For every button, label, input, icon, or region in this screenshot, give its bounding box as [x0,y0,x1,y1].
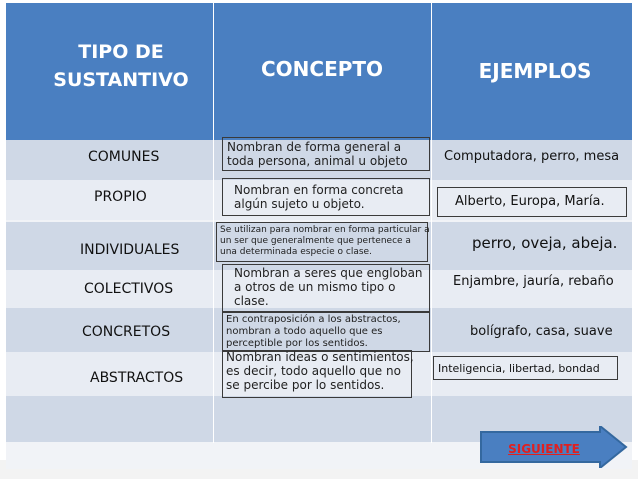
header-ejemplos: EJEMPLOS [478,59,592,83]
row-examples-propio: Alberto, Europa, María. [455,194,605,209]
row-concept-abstractos: Nombran ideas o sentimientos, es decir, todo aquello que no se percibe por lo sentidos. [226,350,414,392]
row-type-concretos: CONCRETOS [82,324,171,340]
row-type-propio: PROPIO [94,189,147,205]
row-concept-comunes: Nombran de forma general a toda persona, animal u objeto [227,140,408,168]
row-concept-individuales: Se utilizan para nombrar en forma particular a un ser que generalmente que pertenece a una determinada especie o clase. [220,225,430,257]
row-examples-comunes: Computadora, perro, mesa [444,149,620,164]
row-examples-colectivos: Enjambre, jauría, rebaño [453,274,614,289]
row-examples-individuales: perro, oveja, abeja. [472,234,618,252]
row-examples-abstractos: Inteligencia, libertad, bondad [438,362,600,375]
row-concept-concretos: En contraposición a los abstractos, nombran a todo aquello que es perceptible por los sentidos. [226,314,401,349]
row-concept-propio: Nombran en forma concreta algún sujeto u objeto. [234,183,404,211]
header-concepto: CONCEPTO [260,57,384,81]
next-button[interactable] [480,426,630,468]
row-type-individuales: INDIVIDUALES [80,242,180,258]
header-tipo-de-sustantivo: TIPO DE SUSTANTIVO [53,41,189,91]
row-type-abstractos: ABSTRACTOS [90,370,184,386]
column-divider [431,3,432,443]
row-examples-concretos: bolígrafo, casa, suave [470,324,613,339]
next-button-label: SIGUIENTE [508,442,580,456]
row-type-colectivos: COLECTIVOS [84,281,174,297]
row-type-comunes: COMUNES [88,149,160,165]
row-concept-colectivos: Nombran a seres que engloban a otros de un mismo tipo o clase. [234,266,423,308]
column-divider [213,3,214,443]
